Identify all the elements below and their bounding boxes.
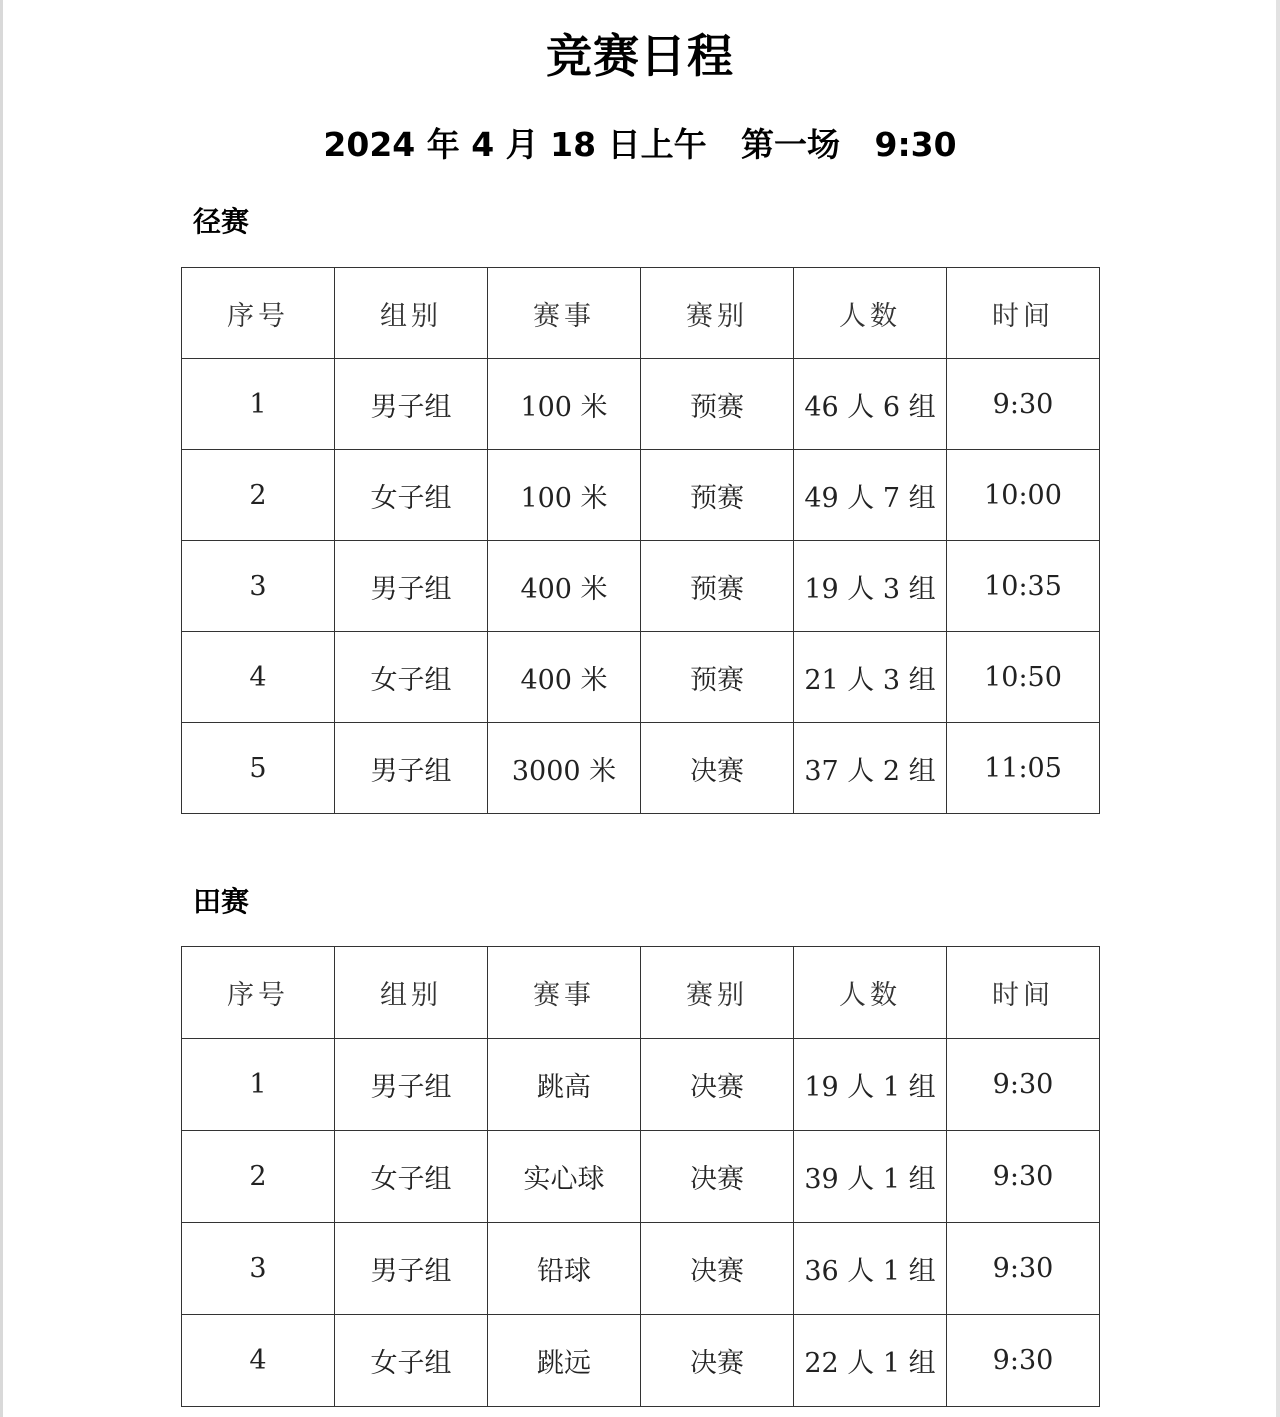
cell-time: 9:30: [947, 1223, 1100, 1315]
cell-time: 10:35: [947, 541, 1100, 632]
table-row: [182, 450, 1100, 541]
cell-participants: 22 人 1 组: [794, 1315, 947, 1407]
table-header-row: [182, 268, 1100, 359]
cell-time: 9:30: [947, 1131, 1100, 1223]
cell-index: 3: [182, 541, 335, 632]
cell-group: 女子组: [335, 1315, 488, 1407]
table-row: [182, 1039, 1100, 1131]
cell-round: 预赛: [641, 450, 794, 541]
cell-participants: 37 人 2 组: [794, 723, 947, 814]
table-header-row: [182, 947, 1100, 1039]
table-row: [182, 1131, 1100, 1223]
header-cell-group: 组别: [335, 268, 488, 359]
cell-event: 跳远: [488, 1315, 641, 1407]
page-edge-right: [1276, 0, 1280, 1417]
field-events-table: [181, 946, 1100, 1407]
schedule-subtitle: 2024 年 4 月 18 日上午 第一场 9:30: [323, 125, 957, 164]
header-cell-event: 赛事: [488, 268, 641, 359]
cell-event: 400 米: [488, 541, 641, 632]
cell-group: 男子组: [335, 1039, 488, 1131]
table-row: [182, 359, 1100, 450]
table-row: [182, 541, 1100, 632]
header-cell-participants: 人数: [794, 947, 947, 1039]
cell-time: 9:30: [947, 1039, 1100, 1131]
cell-participants: 46 人 6 组: [794, 359, 947, 450]
table-row: [182, 632, 1100, 723]
header-cell-participants: 人数: [794, 268, 947, 359]
cell-index: 5: [182, 723, 335, 814]
cell-group: 男子组: [335, 1223, 488, 1315]
header-cell-round: 赛别: [641, 947, 794, 1039]
header-cell-time: 时间: [947, 268, 1100, 359]
cell-round: 预赛: [641, 359, 794, 450]
cell-event: 100 米: [488, 450, 641, 541]
table-row: [182, 723, 1100, 814]
header-cell-group: 组别: [335, 947, 488, 1039]
page-edge-left: [0, 0, 3, 1417]
cell-time: 10:50: [947, 632, 1100, 723]
cell-index: 1: [182, 1039, 335, 1131]
cell-group: 男子组: [335, 723, 488, 814]
cell-event: 400 米: [488, 632, 641, 723]
cell-group: 男子组: [335, 541, 488, 632]
cell-round: 预赛: [641, 541, 794, 632]
cell-round: 决赛: [641, 723, 794, 814]
cell-participants: 49 人 7 组: [794, 450, 947, 541]
table-row: [182, 1315, 1100, 1407]
cell-group: 女子组: [335, 450, 488, 541]
cell-event: 3000 米: [488, 723, 641, 814]
document-title: 竞赛日程: [546, 29, 734, 83]
cell-time: 11:05: [947, 723, 1100, 814]
cell-round: 决赛: [641, 1315, 794, 1407]
cell-participants: 19 人 1 组: [794, 1039, 947, 1131]
cell-index: 4: [182, 632, 335, 723]
header-cell-index: 序号: [182, 947, 335, 1039]
cell-group: 男子组: [335, 359, 488, 450]
table-row: [182, 1223, 1100, 1315]
header-cell-index: 序号: [182, 268, 335, 359]
cell-round: 预赛: [641, 632, 794, 723]
cell-event: 铅球: [488, 1223, 641, 1315]
cell-round: 决赛: [641, 1131, 794, 1223]
cell-group: 女子组: [335, 1131, 488, 1223]
cell-participants: 19 人 3 组: [794, 541, 947, 632]
cell-time: 9:30: [947, 359, 1100, 450]
cell-index: 1: [182, 359, 335, 450]
header-cell-event: 赛事: [488, 947, 641, 1039]
cell-event: 100 米: [488, 359, 641, 450]
cell-event: 实心球: [488, 1131, 641, 1223]
track-events-heading: 径赛: [193, 205, 250, 238]
cell-index: 2: [182, 1131, 335, 1223]
header-cell-time: 时间: [947, 947, 1100, 1039]
cell-time: 9:30: [947, 1315, 1100, 1407]
cell-group: 女子组: [335, 632, 488, 723]
cell-index: 3: [182, 1223, 335, 1315]
cell-participants: 21 人 3 组: [794, 632, 947, 723]
track-events-table: [181, 267, 1100, 814]
cell-round: 决赛: [641, 1039, 794, 1131]
cell-index: 4: [182, 1315, 335, 1407]
field-events-heading: 田赛: [193, 885, 250, 918]
cell-participants: 39 人 1 组: [794, 1131, 947, 1223]
cell-round: 决赛: [641, 1223, 794, 1315]
cell-participants: 36 人 1 组: [794, 1223, 947, 1315]
cell-event: 跳高: [488, 1039, 641, 1131]
cell-time: 10:00: [947, 450, 1100, 541]
cell-index: 2: [182, 450, 335, 541]
header-cell-round: 赛别: [641, 268, 794, 359]
